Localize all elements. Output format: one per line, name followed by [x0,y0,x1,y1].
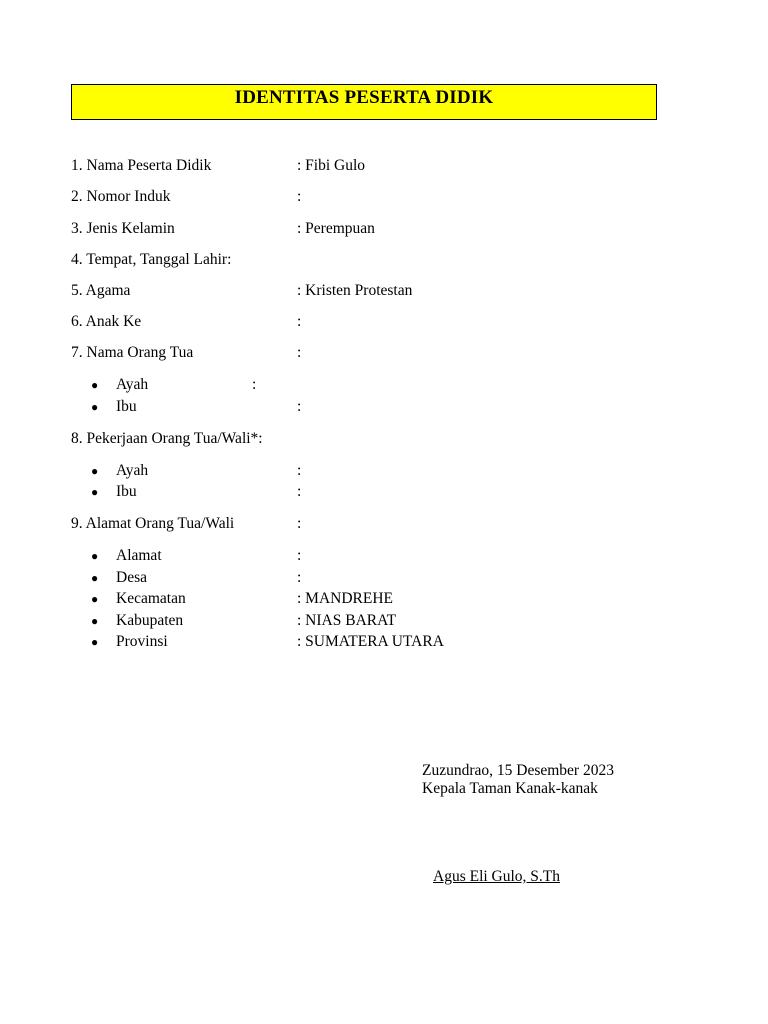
signature-position: Kepala Taman Kanak-kanak [422,780,598,797]
list-item-value: : [252,376,257,393]
list-item-value: : SUMATERA UTARA [297,633,444,650]
bullet-icon: ● [91,400,99,414]
list-item-value: : [297,547,302,564]
field-value: : [297,344,302,361]
field-value: : [297,313,302,330]
field-value: : Kristen Protestan [297,282,413,299]
signer-name: Agus Eli Gulo, S.Th [433,868,561,885]
field-label: 1. Nama Peserta Didik [71,157,212,174]
field-label: 9. Alamat Orang Tua/Wali [71,515,235,532]
bullet-icon: ● [91,549,99,563]
signature-place-date: Zuzundrao, 15 Desember 2023 [422,762,614,779]
list-item-label: Kabupaten [116,612,184,629]
list-item-value: : [297,569,302,586]
list-item-value: : [297,398,302,415]
list-item-label: Ayah [116,376,149,393]
list-item-label: Ibu [116,483,137,500]
list-item-label: Ayah [116,462,149,479]
field-label: 6. Anak Ke [71,313,142,330]
list-item-label: Provinsi [116,633,168,650]
field-value: : [297,188,302,205]
bullet-icon: ● [91,635,99,649]
bullet-icon: ● [91,464,99,478]
field-label: 2. Nomor Induk [71,188,171,205]
bullet-icon: ● [91,378,99,392]
list-item-value: : NIAS BARAT [297,612,397,629]
list-item-label: Alamat [116,547,162,564]
bullet-icon: ● [91,485,99,499]
list-item-value: : MANDREHE [297,590,394,607]
field-label: 4. Tempat, Tanggal Lahir: [71,251,232,268]
bullet-icon: ● [91,571,99,585]
field-label: 5. Agama [71,282,131,299]
bullet-icon: ● [91,614,99,628]
bullet-icon: ● [91,592,99,606]
list-item-label: Kecamatan [116,590,186,607]
field-label: 8. Pekerjaan Orang Tua/Wali*: [71,430,263,447]
field-value: : [297,515,302,532]
document-title: IDENTITAS PESERTA DIDIK [234,87,494,108]
list-item-value: : [297,462,302,479]
field-label: 7. Nama Orang Tua [71,344,194,361]
field-label: 3. Jenis Kelamin [71,220,175,237]
title-box [71,84,657,120]
field-value: : Fibi Gulo [297,157,366,174]
list-item-value: : [297,483,302,500]
list-item-label: Desa [116,569,147,586]
list-item-label: Ibu [116,398,137,415]
field-value: : Perempuan [297,220,375,237]
